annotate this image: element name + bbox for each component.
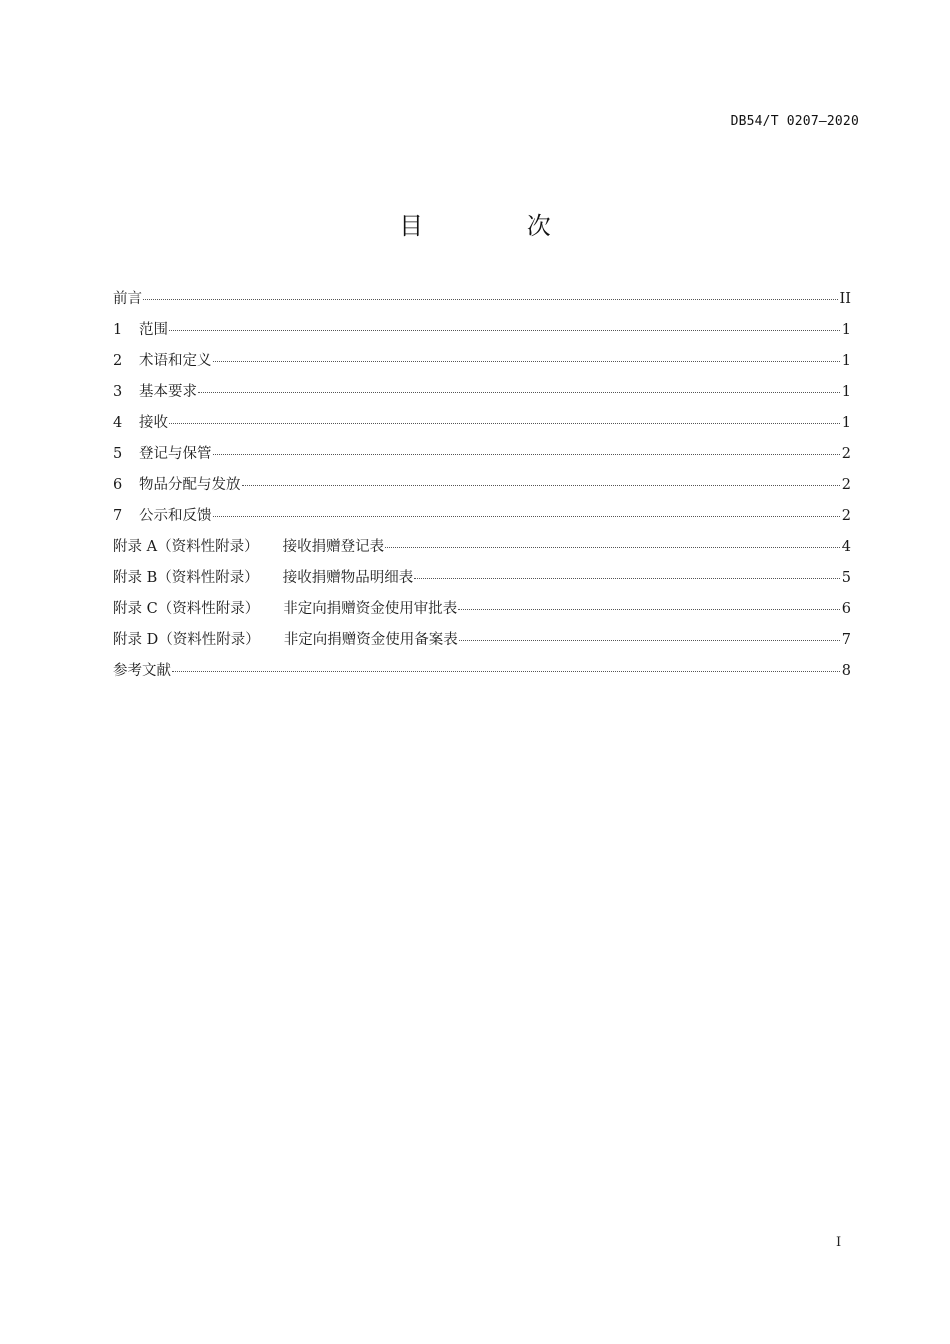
toc-entry-label: 物品分配与发放 — [139, 477, 241, 493]
toc-entry-appendix-b[interactable] — [113, 566, 851, 597]
toc-entry-subtitle: 接收捐赠物品明细表 — [282, 570, 414, 586]
toc-entry-number: 7 — [113, 508, 123, 524]
toc-entry-label: 基本要求 — [139, 384, 197, 400]
toc-entry-number: 2 — [113, 353, 123, 369]
toc-entry-number: 4 — [113, 415, 123, 431]
dot-leader — [143, 299, 838, 300]
toc-entry-label: 附录 B（资料性附录） — [113, 570, 259, 586]
toc-entry-label: 接收 — [139, 415, 168, 431]
dot-leader — [198, 392, 840, 393]
dot-leader — [458, 609, 840, 610]
toc-entry-label: 附录 A（资料性附录） — [113, 539, 259, 555]
dot-leader — [213, 361, 840, 362]
toc-entry-page: 1 — [841, 384, 851, 400]
dot-leader — [213, 516, 840, 517]
toc-entry-basic-requirements[interactable] — [113, 380, 851, 411]
toc-entry-page: 2 — [841, 508, 851, 524]
toc-entry-number: 1 — [113, 322, 123, 338]
toc-entry-page: 1 — [841, 415, 851, 431]
toc-entry-scope[interactable] — [113, 318, 851, 349]
toc-entry-publicity[interactable] — [113, 504, 851, 535]
toc-entry-page: 2 — [841, 477, 851, 493]
toc-entry-page: 1 — [841, 322, 851, 338]
toc-entry-page: II — [839, 291, 851, 307]
toc-entry-page: 5 — [841, 570, 851, 586]
toc-entry-page: 2 — [841, 446, 851, 462]
toc-entry-page: 8 — [841, 663, 851, 679]
toc-entry-appendix-d[interactable] — [113, 628, 851, 659]
toc-entry-subtitle: 非定向捐赠资金使用审批表 — [283, 601, 458, 617]
toc-entry-registration[interactable] — [113, 442, 851, 473]
toc-entry-label: 前言 — [113, 291, 142, 307]
table-of-contents — [113, 287, 851, 690]
toc-entry-label: 登记与保管 — [139, 446, 212, 462]
toc-entry-foreword[interactable] — [113, 287, 851, 318]
toc-entry-receiving[interactable] — [113, 411, 851, 442]
toc-entry-number: 5 — [113, 446, 123, 462]
toc-entry-label: 术语和定义 — [139, 353, 212, 369]
toc-entry-page: 4 — [841, 539, 851, 555]
toc-entry-subtitle: 非定向捐赠资金使用备案表 — [283, 632, 458, 648]
toc-entry-page: 7 — [841, 632, 851, 648]
toc-entry-references[interactable] — [113, 659, 851, 690]
toc-entry-label: 附录 D（资料性附录） — [113, 632, 260, 648]
toc-entry-page: 1 — [841, 353, 851, 369]
dot-leader — [414, 578, 840, 579]
toc-entry-subtitle: 接收捐赠登记表 — [282, 539, 385, 555]
dot-leader — [242, 485, 840, 486]
dot-leader — [169, 423, 840, 424]
toc-entry-page: 6 — [841, 601, 851, 617]
toc-title: 目 次 — [399, 212, 599, 240]
toc-entry-number: 3 — [113, 384, 123, 400]
toc-entry-label: 范围 — [139, 322, 168, 338]
document-code: DB54/T 0207—2020 — [730, 114, 859, 129]
toc-entry-terms[interactable] — [113, 349, 851, 380]
toc-entry-number: 6 — [113, 477, 123, 493]
toc-entry-distribution[interactable] — [113, 473, 851, 504]
toc-entry-label: 参考文献 — [113, 663, 171, 679]
dot-leader — [213, 454, 840, 455]
dot-leader — [169, 330, 840, 331]
toc-entry-label: 公示和反馈 — [139, 508, 212, 524]
page-number: I — [836, 1235, 842, 1250]
toc-entry-appendix-a[interactable] — [113, 535, 851, 566]
dot-leader — [385, 547, 840, 548]
toc-entry-label: 附录 C（资料性附录） — [113, 601, 260, 617]
toc-entry-appendix-c[interactable] — [113, 597, 851, 628]
dot-leader — [172, 671, 840, 672]
dot-leader — [459, 640, 840, 641]
